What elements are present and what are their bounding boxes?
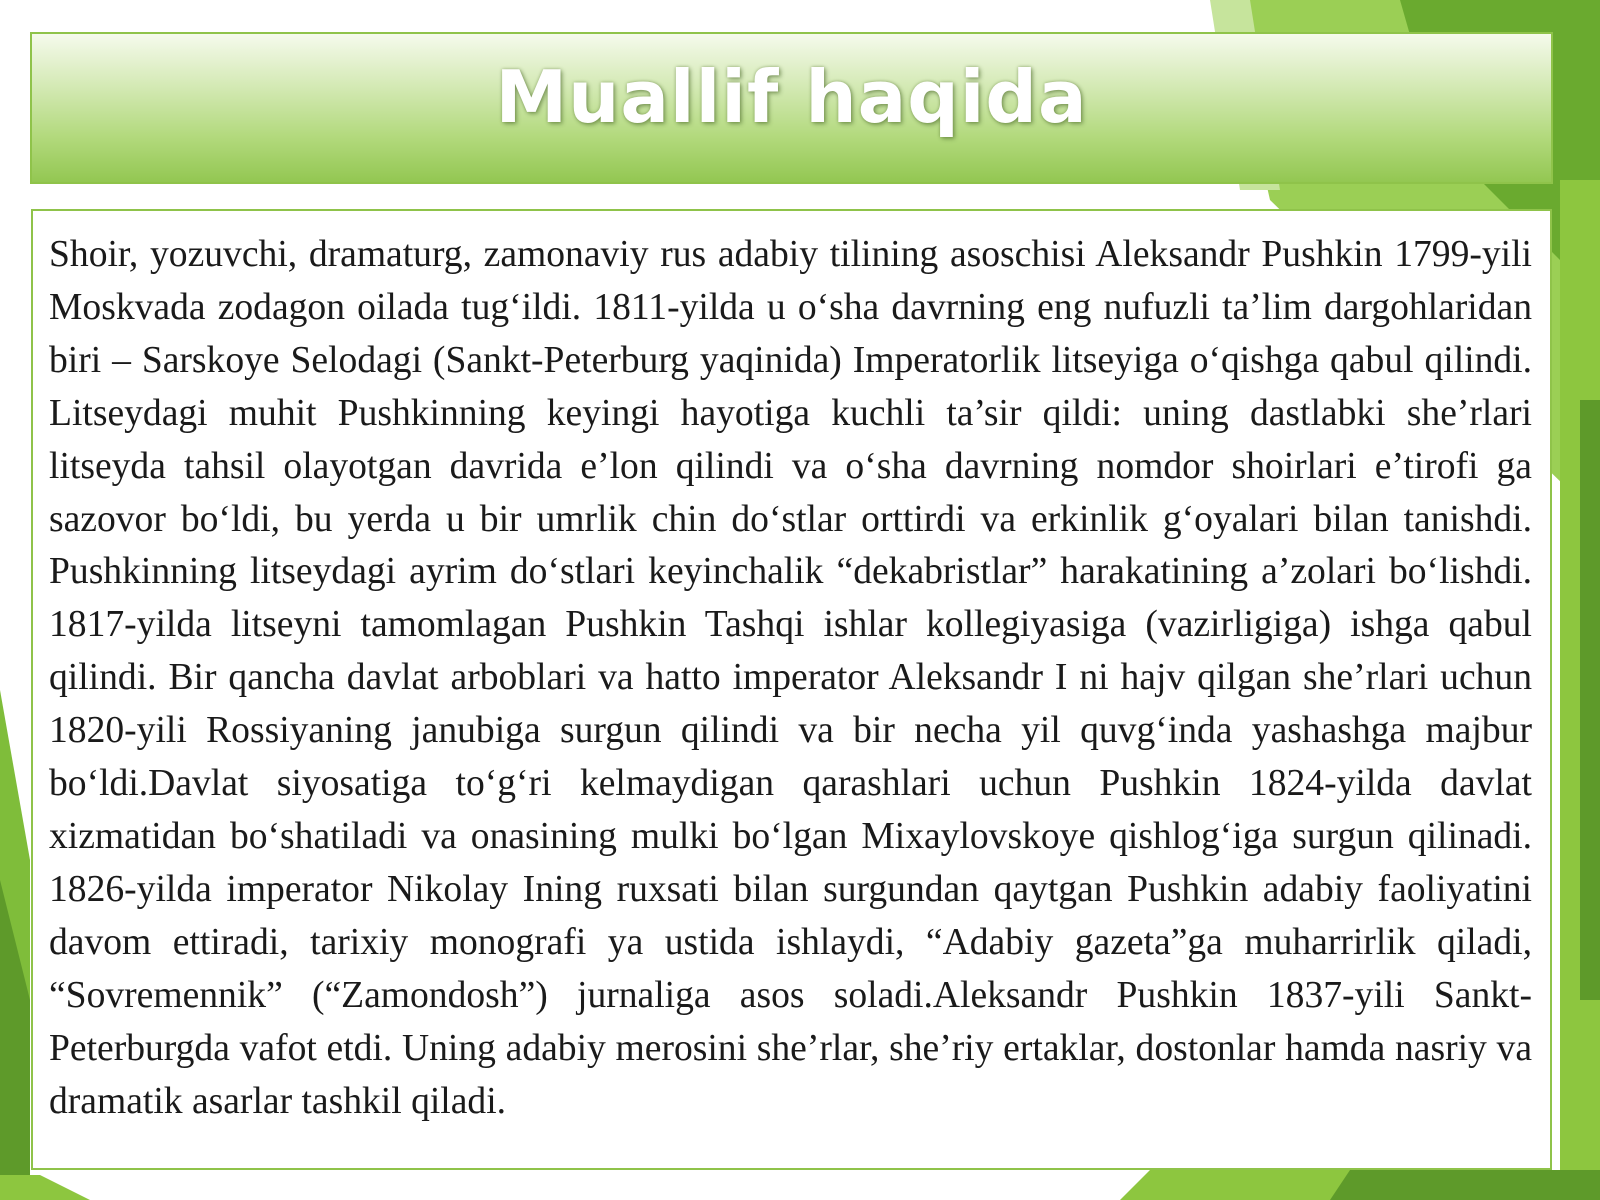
deco-bottom-left [0,1175,90,1200]
deco-bottom-band-dark [1330,1170,1600,1200]
title-bar [30,32,1553,184]
body-paragraph: Shoir, yozuvchi, dramaturg, zamonaviy rus adabiy tilining asoschisi Aleksandr Pushkin 1799-yili Moskvada zodagon oilada tug‘ildi. 1811-yilda u o‘sha davrning eng nufuzli ta’lim dargohlaridan biri – Sarskoye Selodagi (Sankt-Peterburg yaqinida) Imperatorlik litseyiga o‘qishga qabul qilindi. Litseydagi muhit Pushkinning keyingi hayotiga kuchli ta’sir qildi: uning dastlabki she’rlari litseyda tahsil olayotgan davrida e’lon qilindi va o‘sha davrning nomdor shoirlari e’tirofi ga sazovor bo‘ldi, bu yerda u bir umrlik chin do‘stlar orttirdi va erkinlik g‘oyalari bilan tanishdi. Pushkinning litseydagi ayrim do‘stlari keyinchalik “dekabristlar” harakatining a’zolari bo‘lishdi. 1817-yilda litseyni tamomlagan Pushkin Tashqi ishlar kollegiyasiga (vazirligiga) ishga qabul qilindi. Bir qancha davlat arboblari va hatto imperator Aleksandr I ni hajv qilgan she’rlari uchun 1820-yili Rossiyaning janubiga surgun qilindi va bir necha yil quvg‘inda yashashga majbur bo‘ldi.Davlat siyosatiga to‘g‘ri kelmaydigan qarashlari uchun Pushkin 1824-yilda davlat xizmatidan bo‘shatiladi va onasining mulki bo‘lgan Mixaylovskoye qishlog‘iga surgun qilinadi. 1826-yilda imperator Nikolay Ining ruxsati bilan surgundan qaytgan Pushkin adabiy faoliyatini davom ettiradi, tarixiy monografi ya ustida ishlaydi, “Adabiy gazeta”ga muharrirlik qiladi, “Sovremennik” (“Zamondosh”) jurnaliga asos soladi.Aleksandr Pushkin 1837-yili Sankt-Peterburgda vafot etdi. Uning adabiy merosini she’rlar, she’riy ertaklar, dostonlar hamda nasriy va dramatik asarlar tashkil qiladi. [49,234,1532,1122]
content-box [31,209,1552,1170]
slide-title: Muallif haqida [495,55,1088,139]
deco-right-strip-dark [1580,400,1600,1000]
